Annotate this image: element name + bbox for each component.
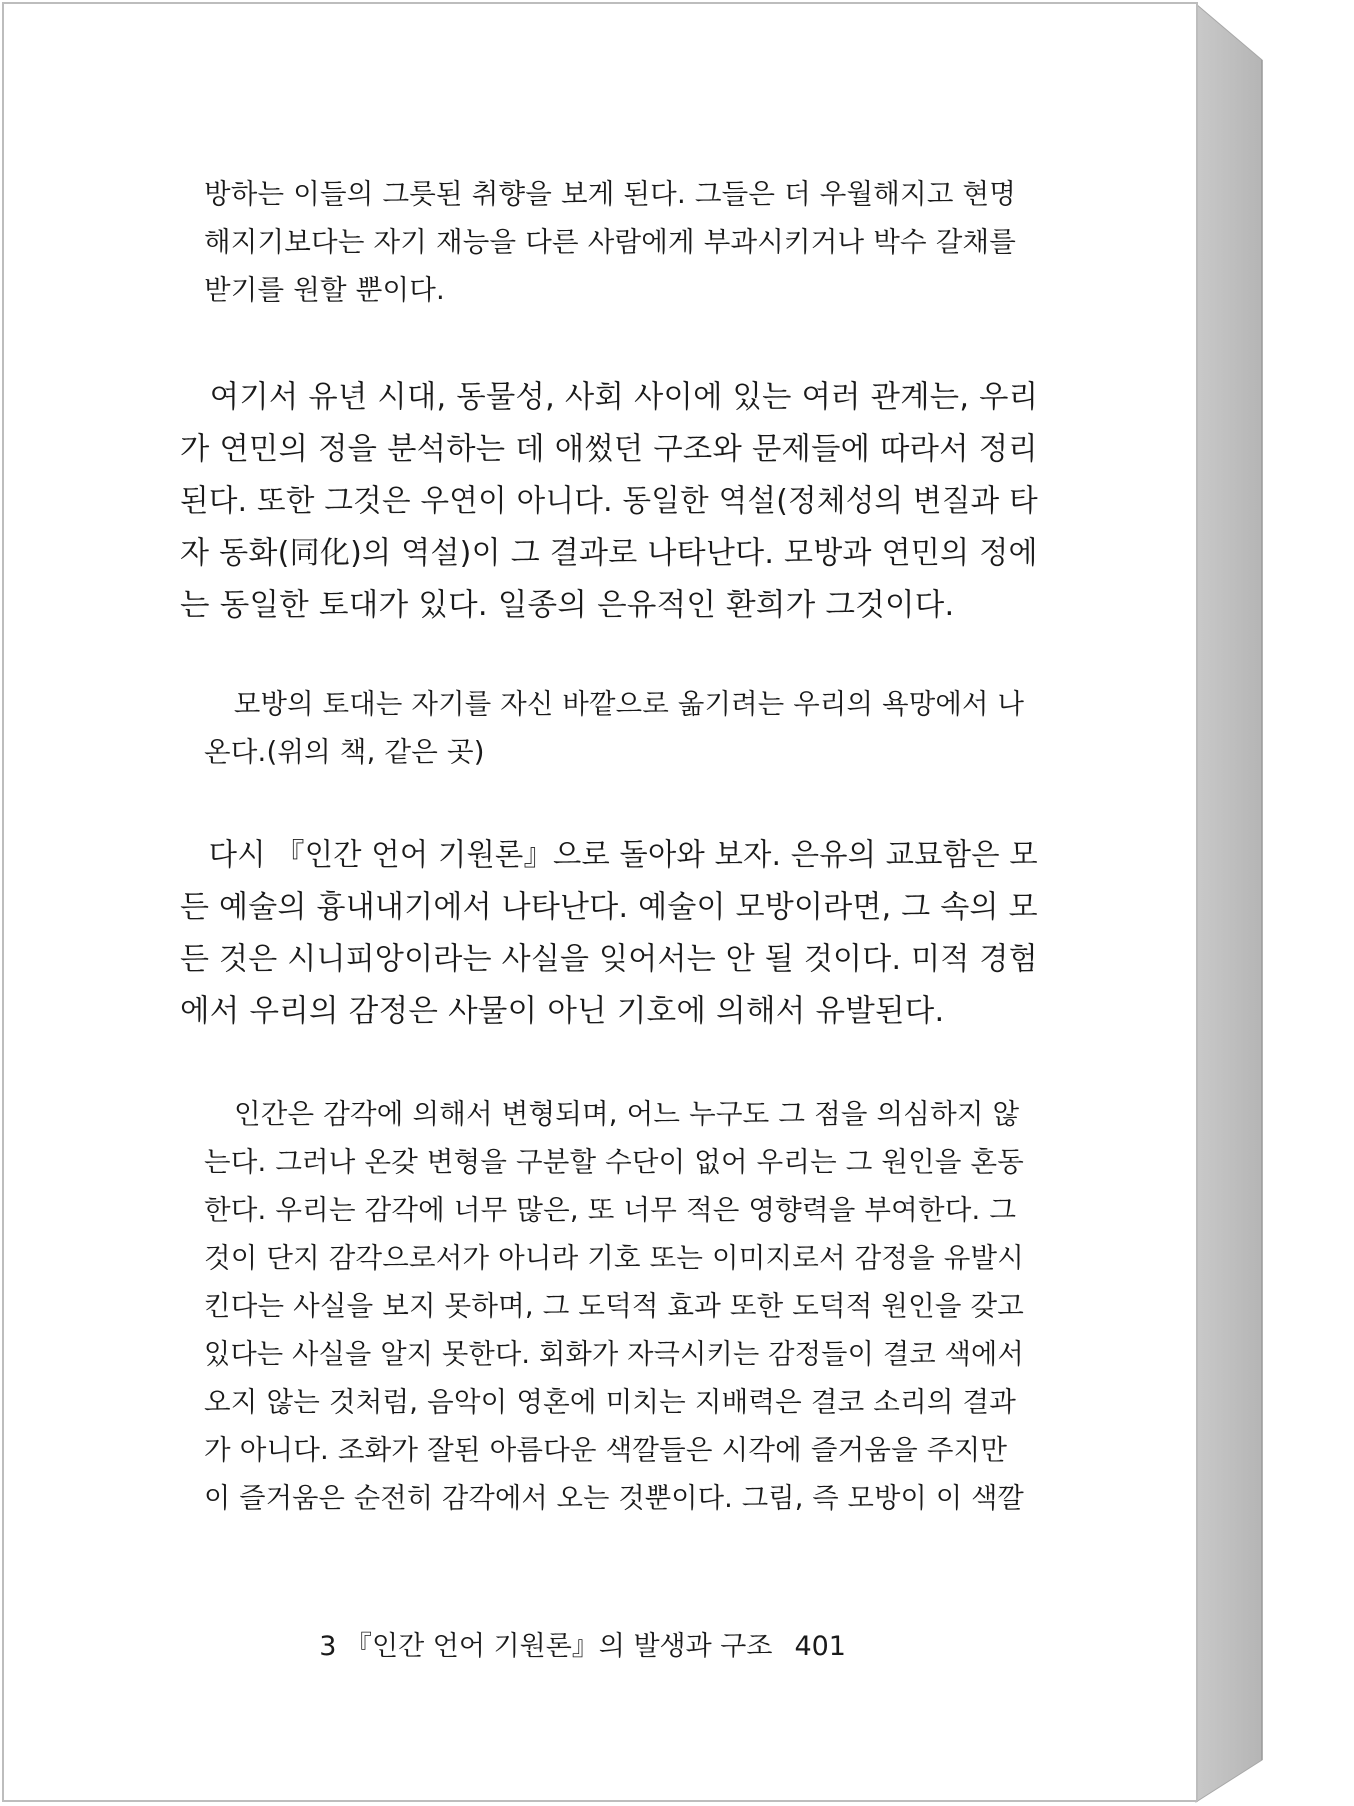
text-line: 는 동일한 토대가 있다. 일종의 은유적인 환희가 그것이다. [180,588,955,623]
quote-block-3 [204,1090,1024,1522]
text-line: 받기를 원할 뿐이다. [204,274,445,306]
quote-block-2 [204,680,1024,776]
text-line: 다시 『인간 언어 기원론』으로 돌아와 보자. 은유의 교묘함은 모 [208,838,1038,873]
quote-block-1 [204,170,1024,314]
text-line: 한다. 우리는 감각에 너무 많은, 또 너무 적은 영향력을 부여한다. 그 [204,1194,1017,1226]
text-line: 든 것은 시니피앙이라는 사실을 잊어서는 안 될 것이다. 미적 경험 [180,942,1038,977]
text-line: 모방의 토대는 자기를 자신 바깥으로 옮기려는 우리의 욕망에서 나 [233,688,1025,720]
body-paragraph-1 [180,372,1038,632]
text-line: 가 아니다. 조화가 잘된 아름다운 색깔들은 시각에 즐거움을 주지만 [204,1434,1008,1466]
page-footer [319,1624,846,1663]
text-line: 방하는 이들의 그릇된 취향을 보게 된다. 그들은 더 우월해지고 현명 [204,178,1017,210]
text-line: 여기서 유년 시대, 동물성, 사회 사이에 있는 여러 관계는, 우리 [209,380,1039,415]
text-line: 자 동화(同化)의 역설)이 그 결과로 나타난다. 모방과 연민의 정에 [180,536,1038,571]
text-line: 가 연민의 정을 분석하는 데 애썼던 구조와 문제들에 따라서 정리 [180,432,1038,467]
text-line: 것이 단지 감각으로서가 아니라 기호 또는 이미지로서 감정을 유발시 [204,1242,1024,1274]
page-number: 401 [794,1631,846,1662]
text-line: 는다. 그러나 온갖 변형을 구분할 수단이 없어 우리는 그 원인을 혼동 [204,1146,1025,1178]
text-line: 해지기보다는 자기 재능을 다른 사람에게 부과시키거나 박수 갈채를 [204,226,1017,258]
text-line: 오지 않는 것처럼, 음악이 영혼에 미치는 지배력은 결코 소리의 결과 [204,1386,1017,1418]
book-page [2,2,1198,1802]
text-line: 든 예술의 흉내내기에서 나타난다. 예술이 모방이라면, 그 속의 모 [180,890,1038,925]
text-line: 인간은 감각에 의해서 변형되며, 어느 누구도 그 점을 의심하지 않 [234,1098,1020,1130]
text-line: 킨다는 사실을 보지 못하며, 그 도덕적 효과 또한 도덕적 원인을 갖고 [204,1290,1025,1322]
text-line: 이 즐거움은 순전히 감각에서 오는 것뿐이다. 그림, 즉 모방이 이 색깔 [204,1482,1024,1514]
body-paragraph-2 [180,830,1038,1038]
text-line: 있다는 사실을 알지 못한다. 회화가 자극시키는 감정들이 결코 색에서 [204,1338,1024,1370]
running-head: 3 『인간 언어 기원론』의 발생과 구조 [319,1631,773,1662]
text-line: 에서 우리의 감정은 사물이 아닌 기호에 의해서 유발된다. [180,994,945,1029]
text-line: 온다.(위의 책, 같은 곳) [204,736,485,768]
text-line: 된다. 또한 그것은 우연이 아니다. 동일한 역설(정체성의 변질과 타 [180,484,1039,519]
